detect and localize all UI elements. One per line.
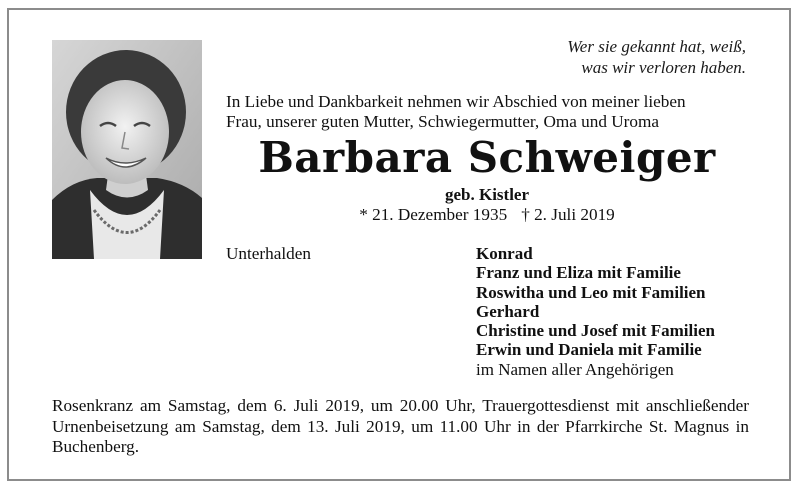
farewell-line-1: In Liebe und Dankbarkeit nehmen wir Abschied von meiner lieben <box>226 92 686 111</box>
farewell-text <box>226 92 756 132</box>
service-details: Rosenkranz am Samstag, dem 6. Juli 2019, um 20.00 Uhr, Trauergottesdienst mit anschließender Urnenbeisetzung am Samstag, dem 13. Juli 2019, um 11.00 Uhr in der Pfarrkirche St. Magnus in Buchenberg. <box>52 396 749 456</box>
family-member: Christine und Josef mit Familien <box>476 321 715 341</box>
portrait-photo <box>52 40 202 259</box>
memorial-quote <box>567 36 746 78</box>
family-member: Gerhard <box>476 301 540 321</box>
life-dates <box>226 205 748 225</box>
farewell-line-2: Frau, unserer guten Mutter, Schwiegermutter, Oma und Uroma <box>226 112 659 131</box>
family-member: Roswitha und Leo mit Familien <box>476 282 706 302</box>
quote-line-1: Wer sie gekannt hat, weiß, <box>567 37 746 56</box>
quote-line-2: was wir verloren haben. <box>581 58 746 77</box>
death-date: † 2. Juli 2019 <box>521 205 615 224</box>
family-member: Erwin und Daniela mit Familie <box>476 340 702 360</box>
deceased-name: Barbara Schweiger <box>258 133 716 182</box>
family-closing: im Namen aller Angehörigen <box>476 359 674 379</box>
family-list <box>476 244 715 379</box>
birth-name: geb. Kistler <box>444 185 530 204</box>
place-name: Unterhalden <box>226 244 311 263</box>
family-member: Franz und Eliza mit Familie <box>476 263 681 283</box>
birth-date: * 21. Dezember 1935 <box>359 205 508 224</box>
family-member: Konrad <box>476 244 533 263</box>
